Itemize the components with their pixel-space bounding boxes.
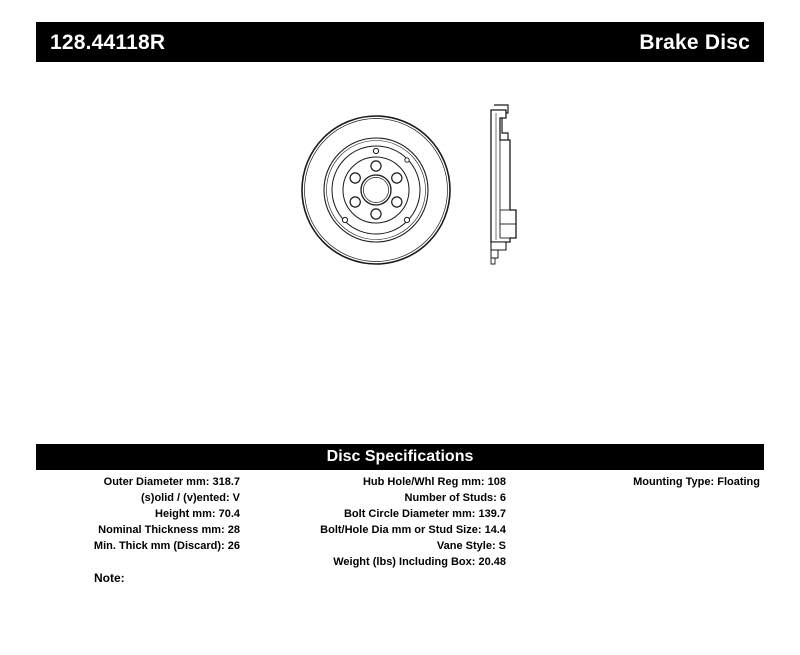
spec-item: (s)olid / (v)ented: V xyxy=(141,492,240,504)
page-title: Brake Disc xyxy=(639,30,750,54)
product-drawing xyxy=(36,80,764,410)
rotor-face-view xyxy=(302,116,450,264)
header-bar xyxy=(36,22,764,62)
disc-specifications-bar xyxy=(36,444,764,470)
spec-column-left xyxy=(36,474,244,554)
spec-item: Bolt/Hole Dia mm or Stud Size: 14.4 xyxy=(320,524,506,536)
spec-item: Number of Studs: 6 xyxy=(404,492,506,504)
spec-item: Vane Style: S xyxy=(436,540,506,552)
disc-specifications-table xyxy=(36,474,764,570)
spec-item: Outer Diameter mm: 318.7 xyxy=(103,476,240,488)
note-row xyxy=(36,571,764,585)
note-label: Note: xyxy=(94,571,125,585)
spec-item: Hub Hole/Whl Reg mm: 108 xyxy=(362,476,506,488)
spec-column-right xyxy=(510,474,764,490)
spec-item: Weight (lbs) Including Box: 20.48 xyxy=(333,556,506,568)
spec-item: Mounting Type: Floating xyxy=(633,476,760,488)
spec-item: Height mm: 70.4 xyxy=(155,508,240,520)
disc-specifications-title: Disc Specifications xyxy=(326,448,474,465)
spec-column-middle xyxy=(244,474,510,570)
spec-item: Nominal Thickness mm: 28 xyxy=(98,524,240,536)
rotor-edge-view xyxy=(491,105,516,264)
spec-item: Bolt Circle Diameter mm: 139.7 xyxy=(343,508,506,520)
part-number: 128.44118R xyxy=(50,30,166,54)
spec-item: Min. Thick mm (Discard): 26 xyxy=(93,540,240,552)
